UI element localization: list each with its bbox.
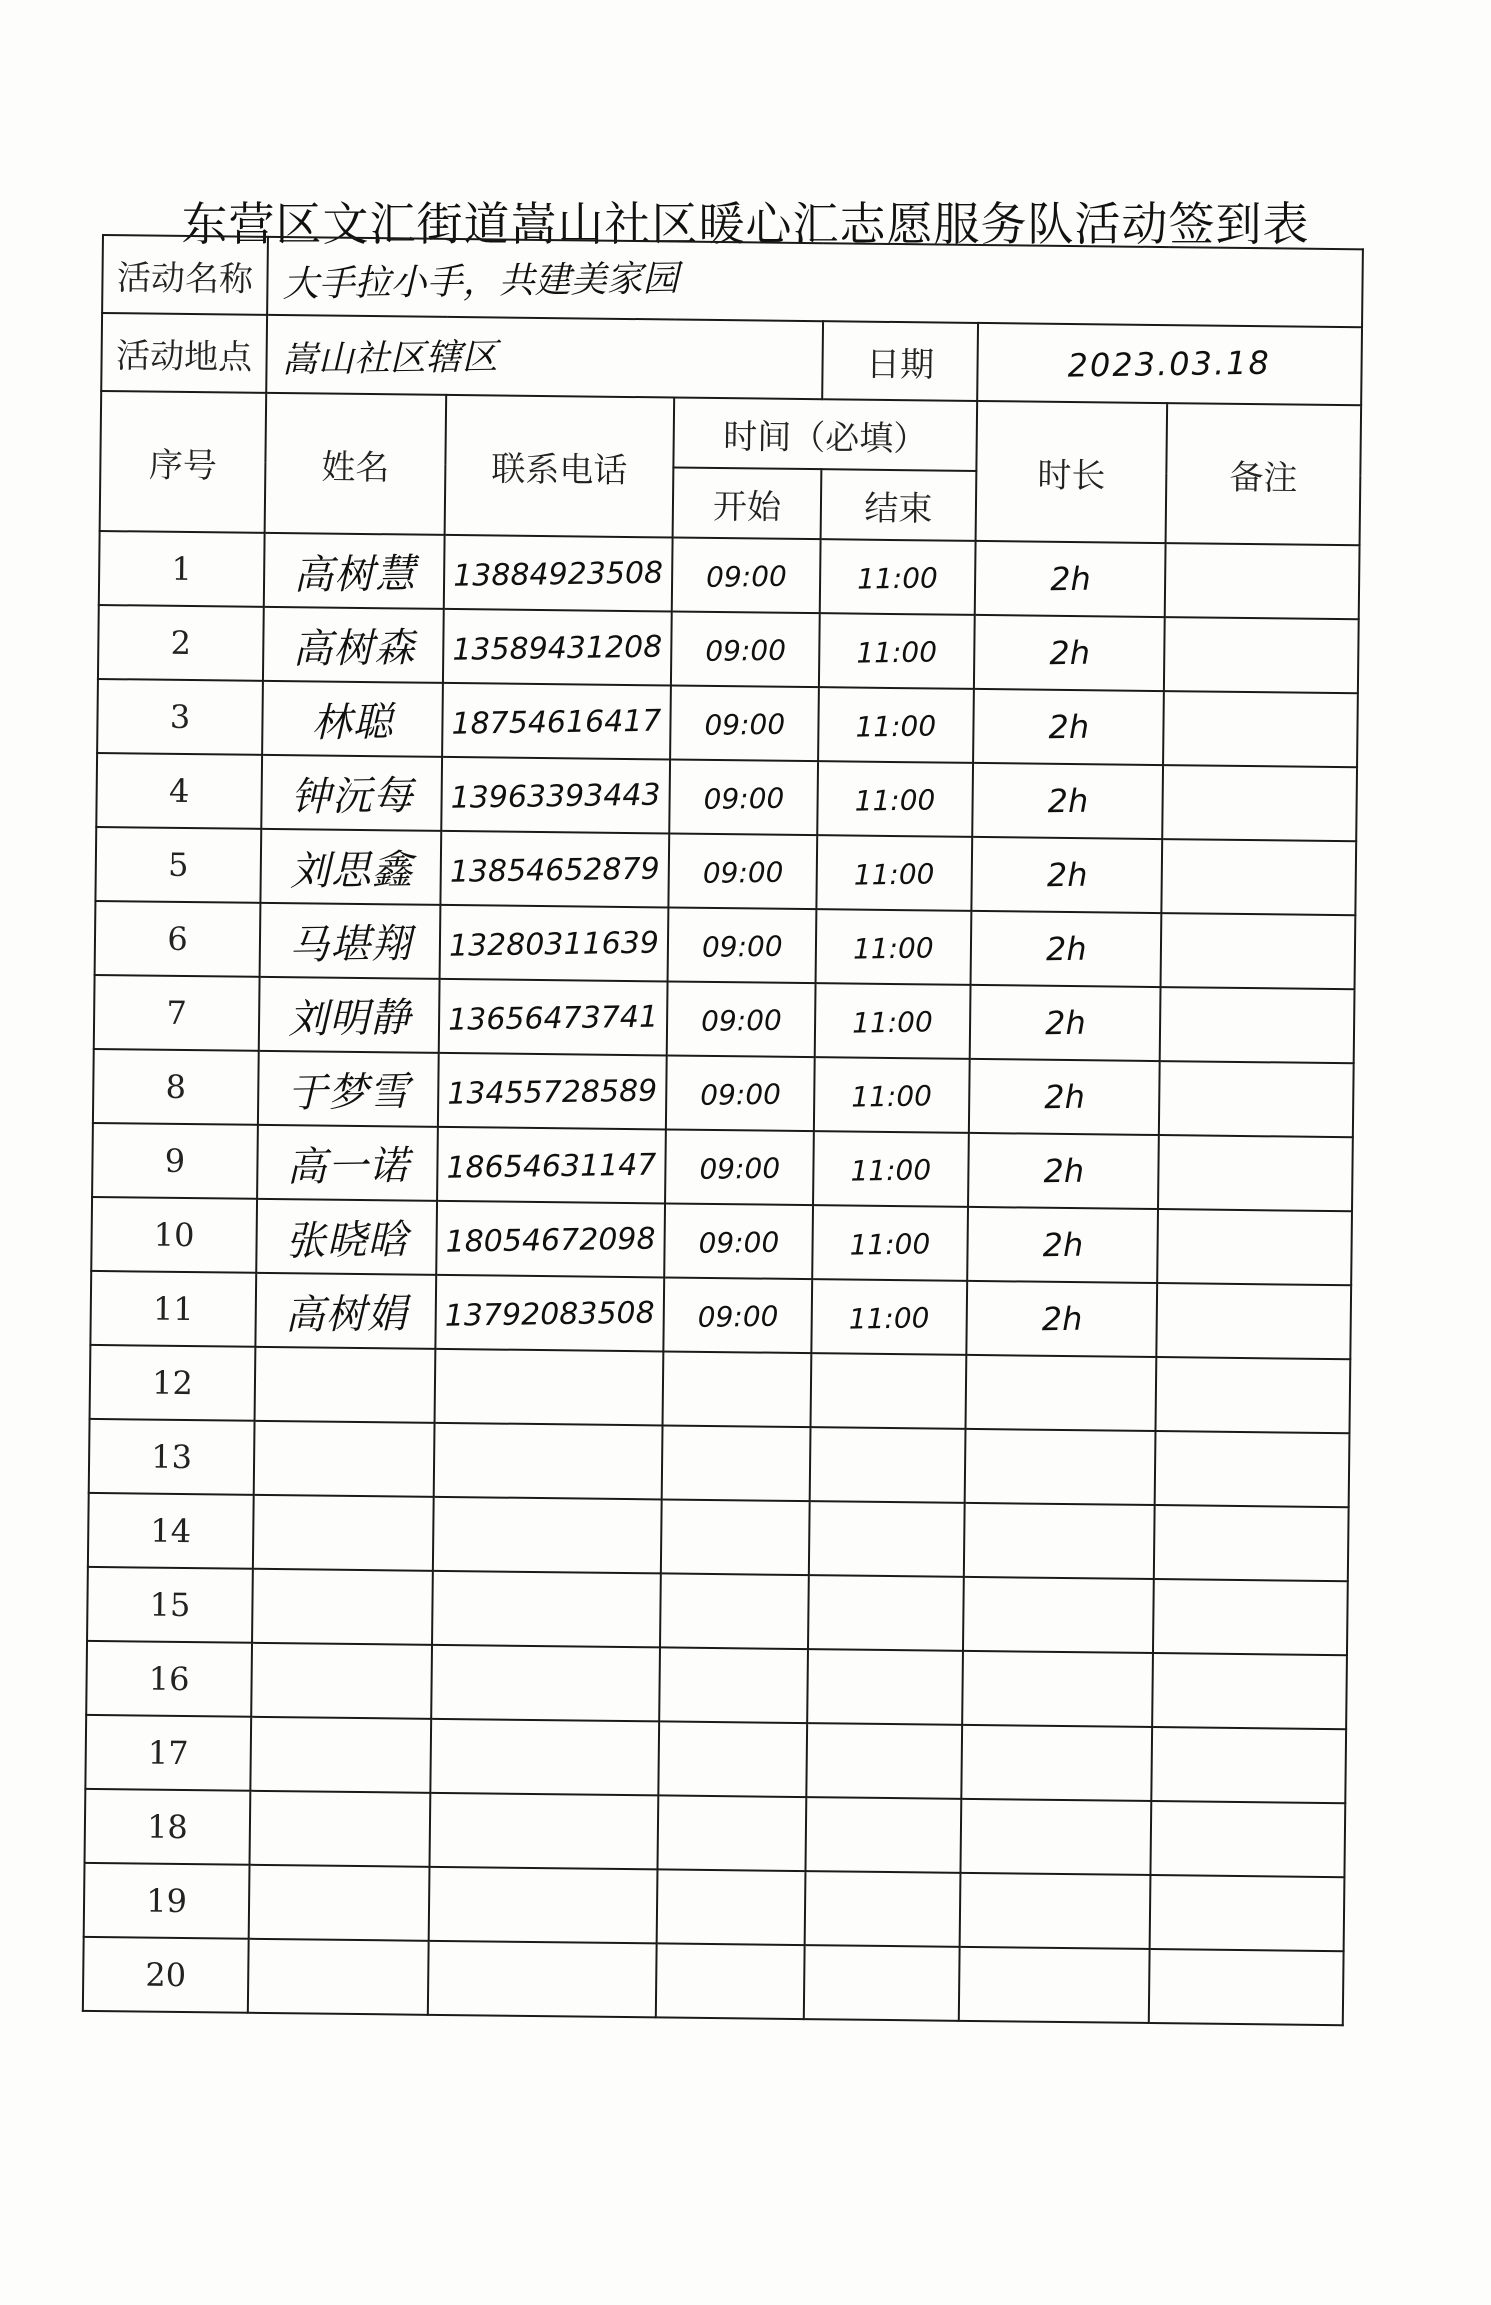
row-remarks-cell [1154, 1505, 1349, 1581]
row-name-cell [263, 607, 444, 683]
row-end-time: 11:00 [851, 1079, 933, 1114]
row-phone-cell [439, 979, 668, 1056]
row-name-cell [262, 681, 443, 757]
row-number-cell [90, 1271, 256, 1347]
duration-header: 时长 [976, 401, 1168, 543]
row-name-cell [253, 1495, 434, 1571]
row-phone-cell [436, 1201, 665, 1278]
row-number: 4 [168, 771, 190, 811]
table-row [89, 1419, 1350, 1507]
row-number-cell [95, 901, 261, 977]
row-phone: 13656473741 [447, 999, 659, 1038]
table-row [86, 1641, 1347, 1729]
row-number: 9 [164, 1141, 186, 1181]
row-duration-cell [959, 1947, 1150, 2023]
row-end-time-cell [811, 1353, 967, 1429]
row-start-time: 09:00 [704, 633, 786, 668]
row-remarks-cell [1159, 1061, 1354, 1137]
row-name-cell [254, 1421, 435, 1497]
start-header: 开始 [673, 467, 822, 539]
row-end-time-cell [816, 835, 972, 911]
row-number-cell [94, 975, 260, 1051]
row-name: 钟沅每 [289, 772, 414, 821]
row-name: 张晓晗 [284, 1216, 409, 1265]
form-title: 东营区文汇街道嵩山社区暖心汇志愿服务队活动签到表 [181, 197, 1310, 251]
row-name: 高树娟 [284, 1290, 408, 1339]
row-name-cell [256, 1199, 437, 1275]
table-row [83, 1937, 1344, 2025]
time-header: 时间（必填） [673, 398, 977, 471]
row-end-time-cell [805, 1797, 961, 1873]
row-duration-cell [963, 1577, 1154, 1653]
table-row [95, 827, 1356, 915]
row-duration-cell [960, 1873, 1151, 1949]
row-number: 15 [149, 1585, 191, 1625]
row-duration: 2h [1045, 929, 1087, 969]
row-duration-cell [971, 911, 1162, 987]
header-row-1 [100, 391, 1361, 475]
row-start-time-cell [668, 833, 817, 909]
row-number-cell [85, 1715, 251, 1791]
row-duration: 2h [1047, 707, 1090, 747]
row-remarks-cell [1162, 765, 1357, 841]
row-duration-cell [965, 1429, 1156, 1505]
row-duration-cell [971, 837, 1162, 913]
row-start-time: 09:00 [698, 1151, 781, 1186]
row-start-time-cell [663, 1351, 812, 1427]
row-name: 刘明静 [287, 994, 412, 1043]
row-name-cell [260, 903, 441, 979]
row-start-time-cell [665, 1129, 814, 1205]
row-number: 8 [165, 1067, 187, 1107]
row-phone-cell [442, 683, 671, 760]
row-start-time-cell [660, 1573, 809, 1649]
row-end-time-cell [810, 1427, 966, 1503]
activity-name-value: 大手拉小手，共建美家园 [282, 257, 679, 305]
row-duration-cell [970, 985, 1161, 1061]
row-name: 林聪 [311, 698, 394, 746]
row-number-cell [86, 1641, 252, 1717]
row-remarks-cell [1161, 913, 1356, 989]
row-duration: 2h [1049, 559, 1091, 599]
table-row [84, 1863, 1345, 1951]
row-end-time-cell [805, 1871, 961, 1947]
date-value-cell [977, 323, 1362, 405]
row-end-time-cell [818, 687, 974, 763]
row-phone-cell [441, 757, 670, 834]
row-end-time-cell [809, 1501, 965, 1577]
row-phone: 13884923508 [452, 555, 664, 594]
row-name-cell [252, 1569, 433, 1645]
row-phone-cell [443, 609, 672, 686]
row-name-cell [248, 1939, 429, 2015]
row-number-cell [87, 1567, 253, 1643]
end-header: 结束 [821, 469, 977, 541]
row-number-cell [93, 1049, 259, 1125]
row-phone-cell [429, 1867, 658, 1944]
sign-in-sheet [82, 234, 1362, 2026]
activity-place-value: 嵩山社区辖区 [281, 336, 498, 381]
row-number: 1 [171, 549, 193, 589]
row-number-cell [99, 531, 265, 607]
row-name: 高树慧 [292, 550, 417, 599]
table-row [90, 1271, 1351, 1359]
row-number: 19 [146, 1881, 188, 1921]
row-phone-cell [435, 1275, 664, 1352]
row-duration: 2h [1044, 1003, 1086, 1043]
row-name-cell [255, 1273, 436, 1349]
table-row [87, 1567, 1348, 1655]
row-start-time-cell [658, 1721, 807, 1797]
row-name-cell [255, 1347, 436, 1423]
row-remarks-cell [1157, 1209, 1352, 1285]
row-name-cell [264, 533, 445, 609]
table-row [85, 1789, 1346, 1877]
row-name: 于梦雪 [286, 1068, 411, 1117]
row-remarks-cell [1150, 1875, 1345, 1951]
row-start-time: 09:00 [697, 1225, 780, 1260]
remarks-header: 备注 [1166, 403, 1362, 545]
row-duration-cell [972, 763, 1163, 839]
row-duration-cell [964, 1503, 1155, 1579]
row-duration-cell [962, 1651, 1153, 1727]
row-duration-cell [968, 1133, 1159, 1209]
row-end-time: 11:00 [848, 1301, 930, 1336]
row-phone-cell [433, 1497, 662, 1574]
row-name: 马堪翔 [288, 920, 412, 969]
row-phone: 18054672098 [445, 1221, 656, 1260]
row-number: 16 [148, 1659, 190, 1699]
row-start-time-cell [666, 1055, 815, 1131]
row-duration-cell [973, 689, 1164, 765]
row-start-time-cell [657, 1869, 806, 1945]
row-number-cell [96, 753, 262, 829]
row-start-time-cell [662, 1425, 811, 1501]
table-row [94, 975, 1355, 1063]
row-phone: 13854652879 [449, 851, 661, 890]
row-number-cell [90, 1345, 256, 1421]
row-end-time: 11:00 [854, 783, 936, 818]
row-remarks-cell [1153, 1579, 1348, 1655]
row-phone-cell [430, 1719, 659, 1796]
row-end-time: 11:00 [849, 1227, 931, 1262]
row-end-time-cell [812, 1205, 968, 1281]
table-row [98, 605, 1359, 693]
table-row [88, 1493, 1349, 1581]
row-name: 高树森 [291, 624, 416, 673]
activity-name-row [102, 235, 1363, 327]
row-number-cell [89, 1419, 255, 1495]
row-phone-cell [429, 1793, 658, 1870]
row-duration: 2h [1047, 781, 1089, 821]
table-row [85, 1715, 1346, 1803]
row-start-time-cell [667, 981, 816, 1057]
row-end-time-cell [808, 1575, 964, 1651]
date-value: 2023.03.18 [1067, 343, 1272, 385]
row-end-time: 11:00 [855, 709, 937, 744]
row-remarks-cell [1158, 1135, 1353, 1211]
row-phone-cell [431, 1645, 660, 1722]
row-remarks-cell [1155, 1357, 1350, 1433]
activity-place-row [101, 313, 1362, 405]
row-name: 刘思鑫 [289, 846, 413, 895]
row-name: 高一诺 [285, 1142, 410, 1191]
row-remarks-cell [1151, 1727, 1346, 1803]
date-label: 日期 [822, 321, 978, 401]
table-row [91, 1197, 1352, 1285]
row-number-cell [95, 827, 261, 903]
row-phone-cell [444, 535, 673, 612]
table-row [95, 901, 1356, 989]
row-number-cell [97, 679, 263, 755]
row-phone: 13963393443 [450, 777, 661, 816]
table-row [97, 679, 1358, 767]
row-end-time: 11:00 [852, 1005, 934, 1040]
row-start-time-cell [661, 1499, 810, 1575]
row-phone-cell [437, 1127, 666, 1204]
row-name-cell [257, 1125, 438, 1201]
row-number: 7 [166, 993, 188, 1033]
row-end-time-cell [804, 1945, 960, 2021]
row-name-cell [258, 1051, 439, 1127]
row-number-cell [85, 1789, 251, 1865]
row-number: 11 [152, 1289, 194, 1329]
row-start-time-cell [671, 611, 820, 687]
name-header: 姓名 [265, 393, 447, 535]
row-phone-cell [440, 905, 669, 982]
row-number: 5 [167, 845, 189, 885]
row-phone: 13455728589 [447, 1073, 658, 1112]
row-duration: 2h [1043, 1077, 1085, 1117]
table-row [99, 531, 1360, 619]
row-end-time-cell [807, 1649, 963, 1725]
row-phone-cell [435, 1349, 664, 1426]
row-phone: 13589431208 [452, 629, 663, 668]
row-remarks-cell [1161, 839, 1356, 915]
row-start-time-cell [657, 1795, 806, 1871]
row-number: 2 [170, 623, 192, 663]
sign-in-table [82, 234, 1364, 2026]
row-name-cell [250, 1791, 431, 1867]
table-row [96, 753, 1357, 841]
row-duration-cell [975, 541, 1166, 617]
row-number: 17 [147, 1733, 189, 1773]
row-start-time: 09:00 [701, 929, 783, 964]
row-end-time: 11:00 [850, 1153, 932, 1188]
row-number-cell [84, 1863, 250, 1939]
row-name-cell [261, 755, 442, 831]
row-number-cell [88, 1493, 254, 1569]
row-number: 13 [151, 1437, 193, 1477]
row-number: 3 [169, 697, 191, 737]
row-start-time-cell [669, 759, 818, 835]
row-start-time-cell [659, 1647, 808, 1723]
row-number: 12 [151, 1363, 194, 1403]
row-remarks-cell [1163, 691, 1358, 767]
row-phone-cell [434, 1423, 663, 1500]
row-start-time: 09:00 [699, 1077, 781, 1112]
row-end-time: 11:00 [856, 635, 938, 670]
table-row [90, 1345, 1351, 1433]
row-start-time: 09:00 [697, 1299, 779, 1334]
row-end-time: 11:00 [852, 931, 935, 966]
row-remarks-cell [1155, 1431, 1350, 1507]
row-end-time-cell [820, 539, 976, 615]
row-start-time: 09:00 [703, 781, 785, 816]
row-remarks-cell [1152, 1653, 1347, 1729]
row-start-time-cell [670, 685, 819, 761]
row-duration-cell [974, 615, 1165, 691]
row-name-cell [249, 1865, 430, 1941]
row-remarks-cell [1160, 987, 1355, 1063]
row-number: 20 [145, 1955, 187, 1995]
row-start-time: 09:00 [700, 1003, 782, 1038]
row-end-time-cell [814, 1057, 970, 1133]
row-end-time-cell [817, 761, 973, 837]
row-phone: 13792083508 [444, 1295, 656, 1334]
row-duration-cell [966, 1281, 1157, 1357]
row-duration-cell [969, 1059, 1160, 1135]
row-remarks-cell [1165, 543, 1360, 619]
phone-header: 联系电话 [445, 395, 675, 538]
row-duration: 2h [1048, 633, 1090, 673]
row-number: 10 [153, 1215, 195, 1255]
activity-place-label: 活动地点 [101, 313, 267, 393]
row-phone: 18654631147 [446, 1147, 657, 1186]
row-end-time-cell [811, 1279, 967, 1355]
row-number-cell [98, 605, 264, 681]
row-name-cell [259, 977, 440, 1053]
row-end-time-cell [806, 1723, 962, 1799]
row-end-time-cell [815, 983, 971, 1059]
row-start-time-cell [656, 1943, 805, 2019]
row-number: 18 [146, 1807, 189, 1847]
row-number: 6 [167, 919, 188, 959]
row-number-cell [92, 1123, 258, 1199]
row-phone-cell [428, 1941, 657, 2018]
row-name-cell [251, 1643, 432, 1719]
row-phone-cell [438, 1053, 667, 1130]
row-name-cell [260, 829, 441, 905]
row-remarks-cell [1156, 1283, 1351, 1359]
row-remarks-cell [1149, 1949, 1344, 2025]
row-end-time-cell [816, 909, 972, 985]
row-remarks-cell [1164, 617, 1359, 693]
row-duration-cell [967, 1207, 1158, 1283]
row-duration: 2h [1041, 1299, 1083, 1339]
row-duration: 2h [1046, 855, 1088, 895]
row-start-time-cell [663, 1277, 812, 1353]
activity-place-value-cell [266, 315, 823, 399]
row-start-time-cell [672, 537, 821, 613]
row-phone-cell [440, 831, 669, 908]
row-number-cell [83, 1937, 249, 2013]
row-end-time: 11:00 [857, 561, 939, 596]
row-phone: 18754616417 [451, 703, 662, 742]
row-end-time-cell [813, 1131, 969, 1207]
row-duration-cell [966, 1355, 1157, 1431]
row-duration: 2h [1041, 1225, 1084, 1265]
row-start-time-cell [664, 1203, 813, 1279]
row-duration-cell [961, 1725, 1152, 1801]
row-start-time: 09:00 [703, 707, 786, 742]
row-duration-cell [960, 1799, 1151, 1875]
row-phone: 13280311639 [448, 925, 660, 964]
row-start-time-cell [668, 907, 817, 983]
activity-name-value-cell [267, 237, 1363, 327]
row-start-time: 09:00 [702, 855, 784, 890]
seq-header: 序号 [100, 391, 267, 533]
row-phone-cell [432, 1571, 661, 1648]
row-number: 14 [150, 1511, 192, 1551]
row-remarks-cell [1150, 1801, 1345, 1877]
table-row [92, 1123, 1353, 1211]
row-number-cell [91, 1197, 257, 1273]
activity-name-label: 活动名称 [102, 235, 268, 315]
row-name-cell [250, 1717, 431, 1793]
row-end-time-cell [819, 613, 975, 689]
table-row [93, 1049, 1354, 1137]
row-duration: 2h [1042, 1151, 1085, 1191]
row-start-time: 09:00 [705, 559, 787, 594]
row-end-time: 11:00 [853, 857, 935, 892]
